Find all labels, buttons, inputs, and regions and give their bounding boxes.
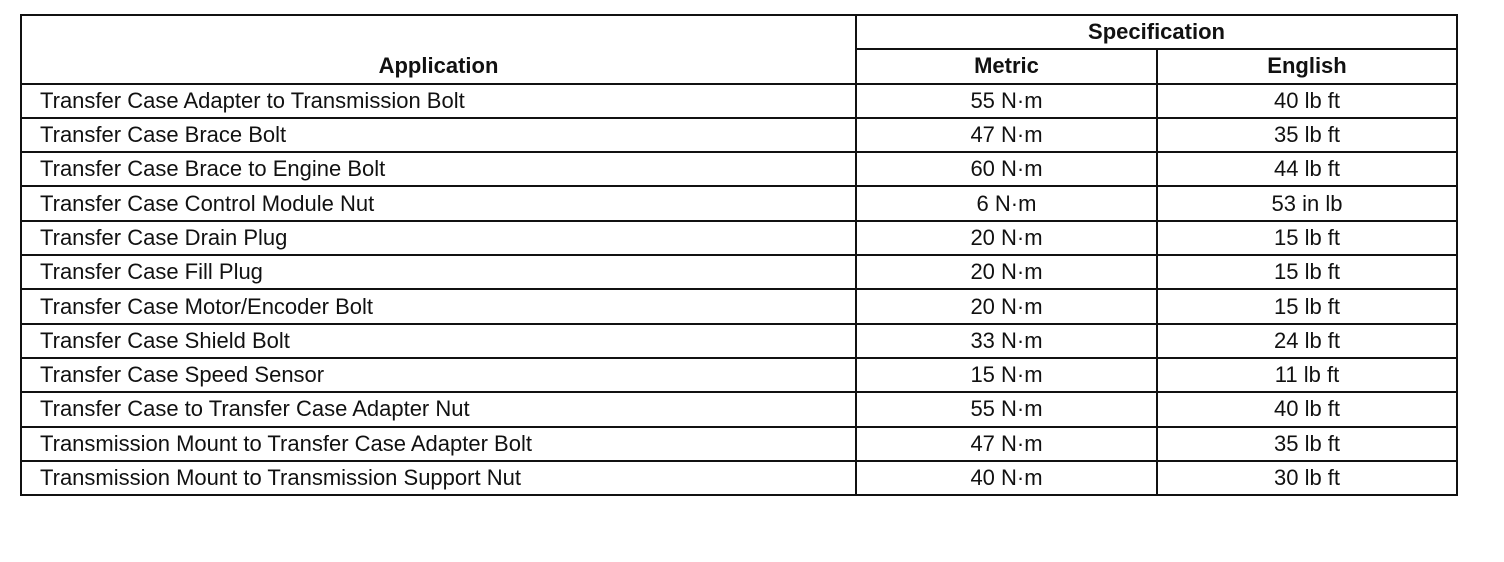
application-cell: Transfer Case Control Module Nut	[21, 186, 856, 220]
table-row	[21, 461, 1457, 495]
table-row	[21, 255, 1457, 289]
table-row	[21, 392, 1457, 426]
table-row	[21, 186, 1457, 220]
table-row	[21, 118, 1457, 152]
application-cell: Transfer Case to Transfer Case Adapter Nut	[21, 392, 856, 426]
application-cell: Transfer Case Fill Plug	[21, 255, 856, 289]
metric-cell: 55 N·m	[856, 84, 1157, 118]
metric-cell: 40 N·m	[856, 461, 1157, 495]
application-cell: Transfer Case Drain Plug	[21, 221, 856, 255]
english-cell: 15 lb ft	[1157, 255, 1457, 289]
english-cell: 15 lb ft	[1157, 221, 1457, 255]
english-cell: 11 lb ft	[1157, 358, 1457, 392]
english-cell: 24 lb ft	[1157, 324, 1457, 358]
table-row	[21, 152, 1457, 186]
table-header	[21, 15, 1457, 84]
application-cell: Transmission Mount to Transmission Support Nut	[21, 461, 856, 495]
english-cell: 44 lb ft	[1157, 152, 1457, 186]
english-cell: 35 lb ft	[1157, 118, 1457, 152]
english-cell: 40 lb ft	[1157, 84, 1457, 118]
english-cell: 15 lb ft	[1157, 289, 1457, 323]
application-cell: Transmission Mount to Transfer Case Adapter Bolt	[21, 427, 856, 461]
application-cell: Transfer Case Brace Bolt	[21, 118, 856, 152]
metric-cell: 33 N·m	[856, 324, 1157, 358]
metric-header: Metric	[856, 49, 1157, 83]
metric-cell: 6 N·m	[856, 186, 1157, 220]
table-row	[21, 289, 1457, 323]
table-row	[21, 427, 1457, 461]
table-row	[21, 324, 1457, 358]
metric-cell: 15 N·m	[856, 358, 1157, 392]
metric-cell: 60 N·m	[856, 152, 1157, 186]
table-row	[21, 221, 1457, 255]
english-cell: 35 lb ft	[1157, 427, 1457, 461]
table-row	[21, 84, 1457, 118]
application-header: Application	[21, 15, 856, 84]
header-row-top	[21, 15, 1457, 49]
metric-cell: 20 N·m	[856, 289, 1157, 323]
english-cell: 30 lb ft	[1157, 461, 1457, 495]
table-row	[21, 358, 1457, 392]
metric-cell: 55 N·m	[856, 392, 1157, 426]
application-cell: Transfer Case Shield Bolt	[21, 324, 856, 358]
metric-cell: 47 N·m	[856, 427, 1157, 461]
english-cell: 40 lb ft	[1157, 392, 1457, 426]
application-cell: Transfer Case Adapter to Transmission Bolt	[21, 84, 856, 118]
metric-cell: 20 N·m	[856, 221, 1157, 255]
torque-spec-table	[20, 14, 1458, 496]
metric-cell: 20 N·m	[856, 255, 1157, 289]
application-cell: Transfer Case Motor/Encoder Bolt	[21, 289, 856, 323]
application-cell: Transfer Case Brace to Engine Bolt	[21, 152, 856, 186]
metric-cell: 47 N·m	[856, 118, 1157, 152]
application-cell: Transfer Case Speed Sensor	[21, 358, 856, 392]
specification-header: Specification	[856, 15, 1457, 49]
english-header: English	[1157, 49, 1457, 83]
table-body	[21, 84, 1457, 496]
english-cell: 53 in lb	[1157, 186, 1457, 220]
